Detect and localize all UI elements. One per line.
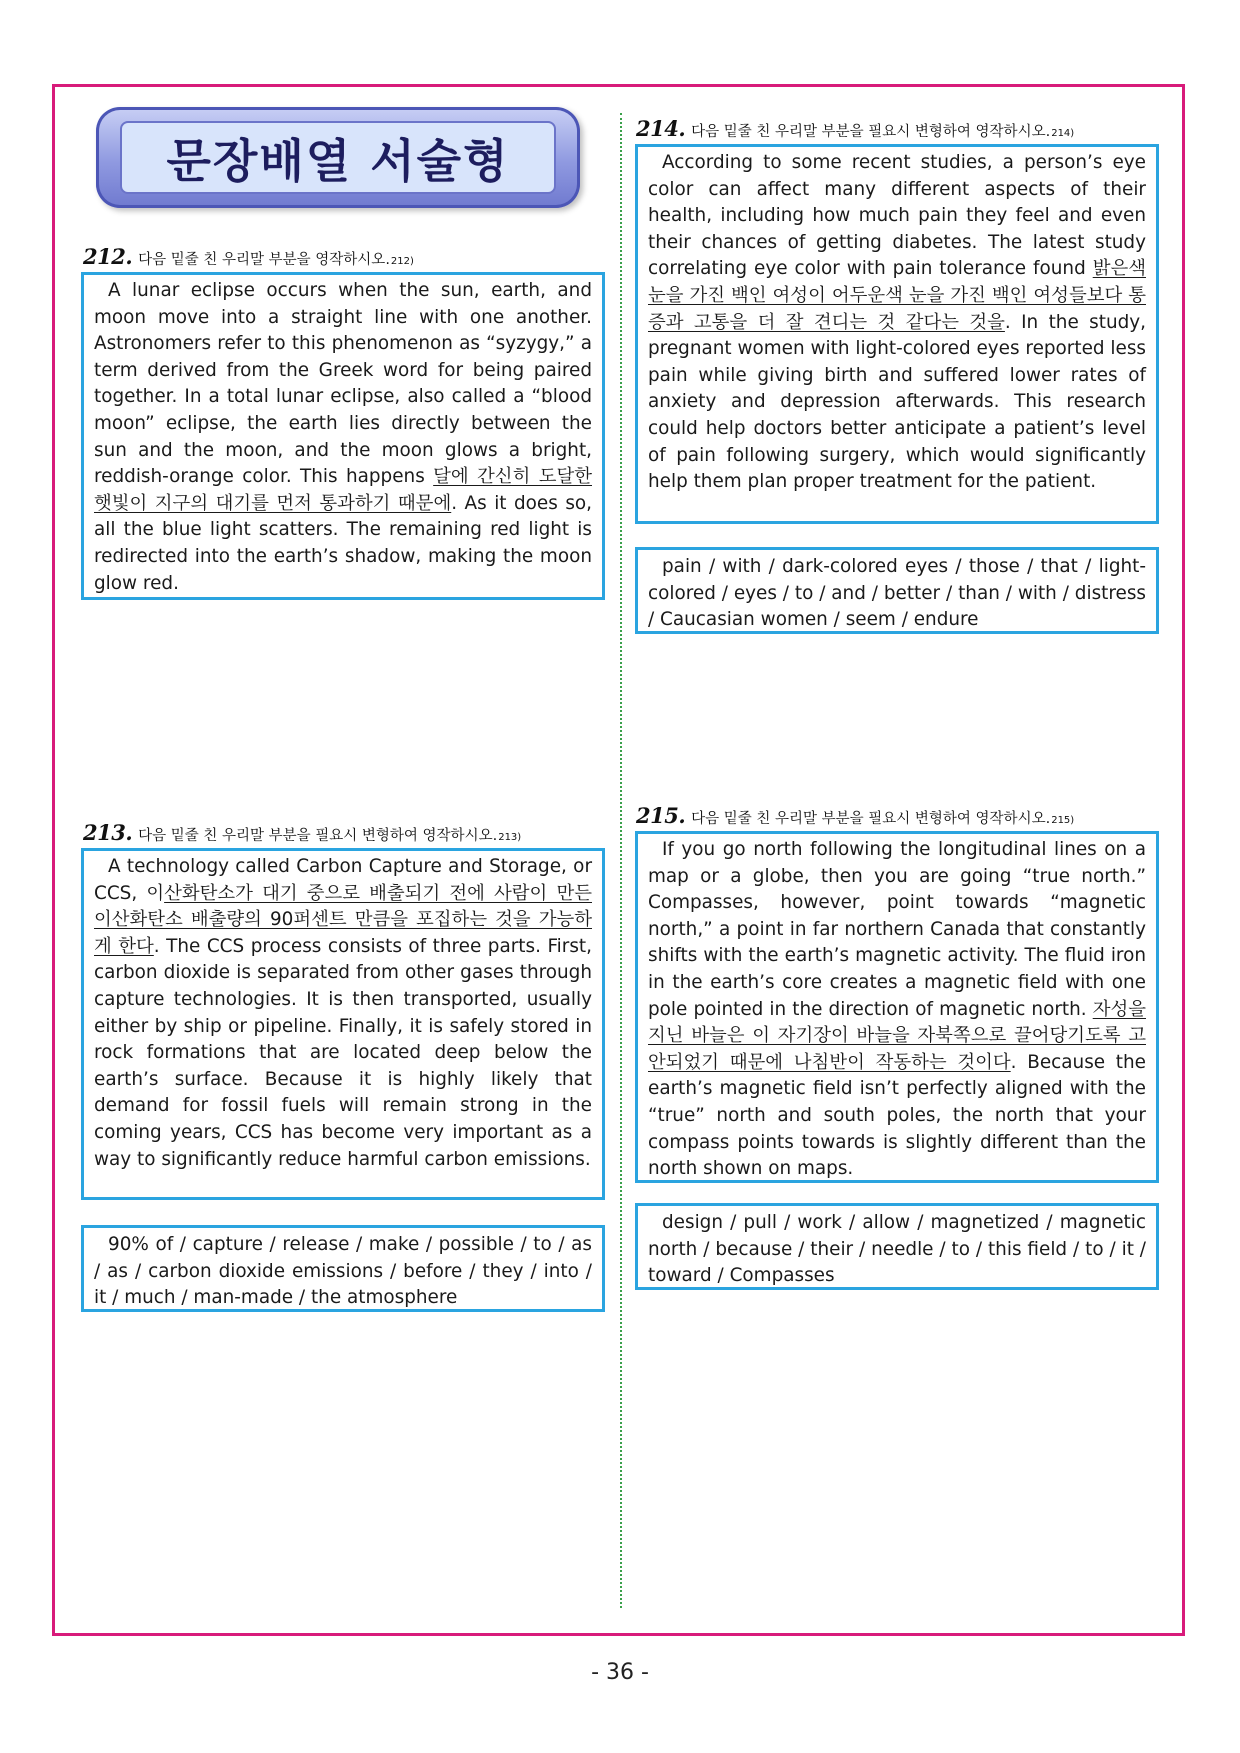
question-215-passage [635, 831, 1159, 1183]
question-instruction: 다음 밑줄 친 우리말 부분을 영작하시오. [138, 252, 390, 268]
word-bank-text: 90% of / capture / release / make / possible / to / as / as / carbon dioxide emissions / before / they / into / it / much / man-made / the atmosphere [94, 1234, 592, 1309]
question-212-header [83, 244, 414, 269]
question-213-passage [81, 848, 605, 1200]
footnote-ref: 214) [1051, 128, 1075, 139]
question-instruction: 다음 밑줄 친 우리말 부분을 필요시 변형하여 영작하시오. [138, 828, 498, 844]
word-bank-text: design / pull / work / allow / magnetized / magnetic north / because / their / needle / to / this field / to / it / toward / Compasses [648, 1212, 1146, 1287]
section-title: 문장배열 서술형 [166, 133, 510, 188]
question-214-header [636, 116, 1074, 141]
column-divider [620, 113, 622, 1608]
underlined-korean: 자성을 지닌 바늘은 이 자기장이 바늘을 자북쪽으로 끌어당기도록 고안되었기 때문에 나침반이 작동하는 것이다 [648, 998, 1146, 1073]
question-215-word-bank [635, 1203, 1159, 1290]
question-number: 212. [83, 244, 133, 269]
page-number: - 36 - [591, 1660, 649, 1685]
passage-text: . The CCS process consists of three parts. First, carbon dioxide is separated from other gases through capture technologies. It is then transported, usually either by ship or pipeline. Finally, it is safely stored in rock formations that are located deep below the earth’s surface. Because it is highly likely that demand for fossil fuels will remain strong in the coming years, CCS has become very important as a way to significantly reduce harmful carbon emissions. [94, 935, 592, 1170]
question-number: 215. [636, 803, 686, 828]
passage-text: . As it does so, all the blue light scatters. The remaining red light is redirected into the earth’s shadow, making the moon glow red. [94, 492, 592, 594]
passage-text: According to some recent studies, a person’s eye color can affect many different aspects of their health, including how much pain they feel and even their chances of getting diabetes. The latest study correlating eye color with pain tolerance found [648, 152, 1146, 280]
footnote-ref: 215) [1051, 815, 1075, 826]
section-title-plate [120, 121, 556, 194]
passage-text: . Because the earth’s magnetic field isn’t perfectly aligned with the “true” north and south poles, the north that your compass points towards is slightly different than the north shown on maps. [648, 1051, 1146, 1180]
passage-text: A technology called Carbon Capture and Storage, or CCS, 이 [94, 856, 592, 904]
section-title-badge [96, 107, 580, 208]
question-213-word-bank [81, 1225, 605, 1312]
underlined-korean: 산화탄소가 대기 중으로 배출되기 전에 사람이 만든 이산화탄소 배출량의 90퍼센트 만큼을 포집하는 것을 가능하게 한다 [94, 882, 592, 957]
question-number: 213. [83, 820, 133, 845]
underlined-korean: 밝은색 눈을 가진 백인 여성이 어두운색 눈을 가진 백인 여성들보다 통증과 고통을 더 잘 견디는 것 같다는 것을 [648, 258, 1146, 333]
question-number: 214. [636, 116, 686, 141]
question-214-word-bank [635, 547, 1159, 634]
question-instruction: 다음 밑줄 친 우리말 부분을 필요시 변형하여 영작하시오. [691, 811, 1051, 827]
question-214-passage [635, 144, 1159, 524]
footnote-ref: 212) [390, 256, 414, 267]
word-bank-text: pain / with / dark-colored eyes / those / that / light-colored / eyes / to / and / better / than / with / distress / Caucasian women / seem / endure [648, 556, 1146, 631]
footnote-ref: 213) [498, 832, 522, 843]
passage-text: If you go north following the longitudinal lines on a map or a globe, then you are going “true north.” Compasses, however, point towards “magnetic north,” a point in far northern Canada that constantly shifts with the earth’s magnetic activity. The fluid iron in the earth’s core creates a magnetic field with one pole pointed in the direction of magnetic north. [648, 839, 1146, 1020]
question-212-passage [81, 272, 605, 600]
underlined-korean: 달에 간신히 도달한 햇빛이 지구의 대기를 먼저 통과하기 때문에 [94, 466, 592, 514]
passage-text: . In the study, pregnant women with light-colored eyes reported less pain while giving birth and suffered lower rates of anxiety and depression afterwards. This research could help doctors better anticipate a patient’s level of pain following surgery, which would significantly help them plan proper treatment for the patient. [648, 311, 1146, 493]
question-213-header [83, 820, 521, 845]
passage-text: A lunar eclipse occurs when the sun, earth, and moon move into a straight line with one another. Astronomers refer to this phenomenon as “syzygy,” a term derived from the Greek word for being paired together. In a total lunar eclipse, also called a “blood moon” eclipse, the earth lies directly between the sun and the moon, and the moon glows a bright, reddish-orange color. This happens [94, 280, 592, 488]
question-instruction: 다음 밑줄 친 우리말 부분을 필요시 변형하여 영작하시오. [691, 124, 1051, 140]
question-215-header [636, 803, 1074, 828]
